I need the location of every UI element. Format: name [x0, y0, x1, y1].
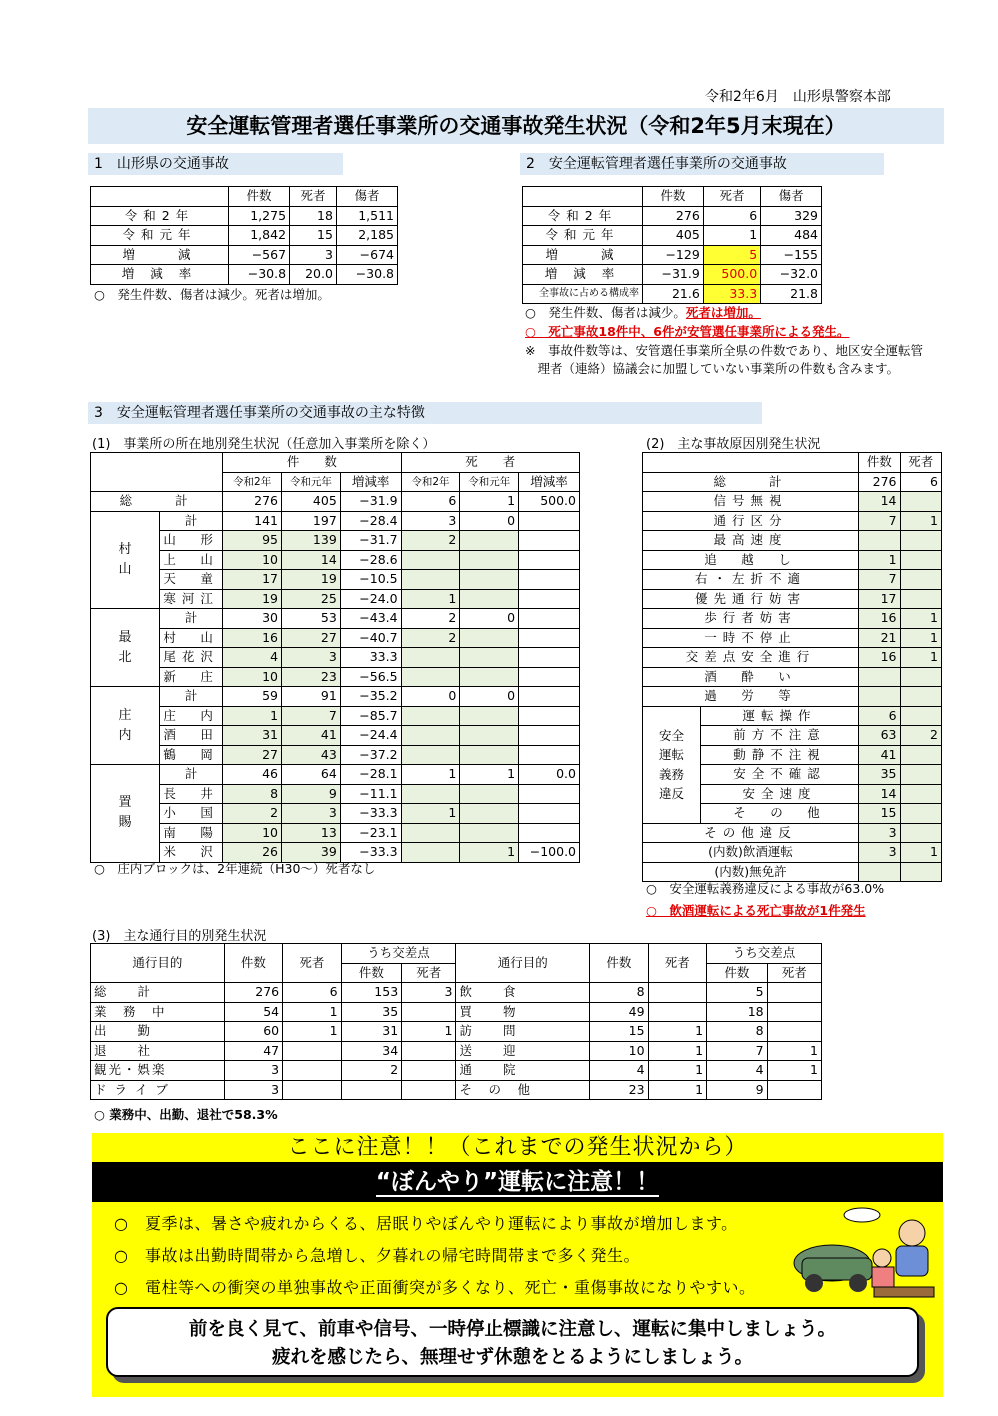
table-row: 動静不注視 41 [643, 745, 942, 765]
t1-title: (1) 事業所の所在地別発生状況（任意加入事業所を除く） [92, 437, 436, 452]
purpose-table: 通行目的 件数 死者 うち交差点 通行目的 件数 死者 うち交差点 件数 死者 件数 死者 総 計 276 6 153 3 飲 食 8 5 業 務 中 54 1 35 買 物 49 18 出 勤 60 1 31 1 訪 問 15 1 8 退 社 47 34 送 迎 10 1 7 1 観光・娯楽 3 2 通 院 4 1 4 1 ド ラ イ ブ 3 そ の 他 23 1 9 [90, 943, 822, 1100]
t1-note: ○ 庄内ブロックは、2年連続（H30〜）死者なし [94, 861, 376, 876]
table-row: 総 計 276 6 153 3 飲 食 8 5 [91, 983, 822, 1003]
table-row: 最 北 計 30 53 −43.4 2 0 [91, 609, 580, 629]
table-row: 南 陽 10 13 −23.1 [91, 823, 580, 843]
table-row: 業 務 中 54 1 35 買 物 49 18 [91, 1002, 822, 1022]
sec2-note2: ○ 死亡事故18件中、6件が安管選任事業所による発生。 [525, 324, 850, 339]
table-row: 一時不停止 21 1 [643, 628, 942, 648]
table-row: 庄 内 計 59 91 −35.2 0 0 [91, 687, 580, 707]
table-row: 上 山 10 14 −28.6 [91, 550, 580, 570]
table-row: 安全 運転 義務 違反 運転操作 6 [643, 706, 942, 726]
warning-line-3: ○ 電柱等への衝突の単独事故や正面衝突が多くなり、死亡・重傷事故になりやすい。 [114, 1278, 756, 1297]
table-row: 歩行者妨害 16 1 [643, 609, 942, 629]
table-row: 増 減 −129 5 −155 [523, 245, 822, 265]
warning-subtitle: “ぼんやり”運転に注意！！ [92, 1162, 943, 1202]
table-row: 優先通行妨害 17 [643, 589, 942, 609]
table-row: 安全不確認 35 [643, 765, 942, 785]
warning-title: ここに注意！！（これまでの発生状況から） [287, 1135, 748, 1160]
table-row: 過 労 等 [643, 687, 942, 707]
table-row: 令和2年 1,275 18 1,511 [91, 206, 398, 226]
sec2-note1: ○ 発生件数、傷者は減少。死者は増加。 [525, 305, 761, 320]
sec1-note: ○ 発生件数、傷者は減少。死者は増加。 [94, 287, 330, 302]
table-row: 信号無視 14 [643, 492, 942, 512]
table-row: 令和元年 1,842 15 2,185 [91, 226, 398, 246]
table-row: 安全速度 14 [643, 784, 942, 804]
table-row: (内数)飲酒運転 3 1 [643, 843, 942, 863]
table-row: 出 勤 60 1 31 1 訪 問 15 1 8 [91, 1022, 822, 1042]
table-row: 酒 酔 い [643, 667, 942, 687]
t2-note2: ○ 飲酒運転による死亡事故が1件発生 [646, 903, 866, 918]
table-row: 長 井 8 9 −11.1 [91, 784, 580, 804]
table-row: 総 計 276 6 [643, 472, 942, 492]
table-row: 令和2年 276 6 329 [523, 206, 822, 226]
table-row: (内数)無免許 [643, 862, 942, 882]
table-row: 寒河江 19 25 −24.0 1 [91, 589, 580, 609]
table-row: 追 越 し 1 [643, 550, 942, 570]
sec1-table: 件数 死者 傷者 令和2年 1,275 18 1,511 令和元年 1,842 15 2,185 増 減 −567 3 −674 増 減 率 −30.8 20.0 −30.8 [90, 186, 398, 285]
table-row: 観光・娯楽 3 2 通 院 4 1 4 1 [91, 1061, 822, 1081]
table-row: 小 国 2 3 −33.3 1 [91, 804, 580, 824]
table-row: 増 減 率 −30.8 20.0 −30.8 [91, 265, 398, 285]
table-row: 鶴 岡 27 43 −37.2 [91, 745, 580, 765]
table-row: 令和元年 405 1 484 [523, 226, 822, 246]
table-row: 村 山 16 27 −40.7 2 [91, 628, 580, 648]
table-row: 酒 田 31 41 −24.4 [91, 726, 580, 746]
table-row: 前方不注意 63 2 [643, 726, 942, 746]
sec2-table: 件数 死者 傷者 令和2年 276 6 329 令和元年 405 1 484 増 減 −129 5 −155 増 減 率 −31.9 500.0 −32.0 全事故に占める構成率 21.6 33.3 21.8 [522, 186, 822, 304]
table-row: 山 形 95 139 −31.7 2 [91, 531, 580, 551]
warning-line-1: ○ 夏季は、暑さや疲れからくる、居眠りやぼんやり運転により事故が増加します。 [114, 1214, 738, 1233]
table-row: 米 沢 26 39 −33.3 1 −100.0 [91, 843, 580, 863]
table-row: 新 庄 10 23 −56.5 [91, 667, 580, 687]
location-table: 件 数 死 者 令和2年 令和元年 増減率 令和2年 令和元年 増減率 総 計 276 405 −31.9 6 1 500.0 村 山 計 141 197 −28.4 3 0 山 形 95 139 −31.7 2 上 山 10 14 −28.6 天 童 17 19 −10.5 寒河江 19 25 −24.0 1 最 北 計 30 53 −43.4 2 0 村 山 16 27 −40.7 2 尾花沢 4 3 33.3 新 庄 10 23 −56.5 庄 内 計 59 91 −35.2 0 0 庄 内 1 7 −85.7 酒 田 31 41 −24.4 鶴 岡 27 43 −37.2 置 賜 計 46 64 −28.1 1 1 0.0 長 井 8 9 −11.1 小 国 2 3 −33.3 1 南 陽 10 13 −23.1 米 沢 26 39 −33.3 1 −100.0 [90, 452, 580, 863]
section3-title: 3 安全運転管理者選任事業所の交通事故の主な特徴 [88, 402, 762, 424]
table-row: 総 計 276 405 −31.9 6 1 500.0 [91, 492, 580, 512]
table-row: 庄 内 1 7 −85.7 [91, 706, 580, 726]
table-row: 増 減 −567 3 −674 [91, 245, 398, 265]
table-row: 置 賜 計 46 64 −28.1 1 1 0.0 [91, 765, 580, 785]
t2-title: (2) 主な事故原因別発生状況 [646, 437, 821, 452]
table-row: ド ラ イ ブ 3 そ の 他 23 1 9 [91, 1080, 822, 1100]
table-row: 交差点安全進行 16 1 [643, 648, 942, 668]
t3-title: (3) 主な通行目的別発生状況 [92, 929, 267, 944]
page-title: 安全運転管理者選任事業所の交通事故発生状況（令和2年5月末現在） [88, 108, 944, 144]
table-row: 全事故に占める構成率 21.6 33.3 21.8 [523, 284, 822, 304]
cause-table: 件数 死者 総 計 276 6 信号無視 14 通行区分 7 1 最高速度 追 越 し 1 右・左折不適 7 優先通行妨害 17 歩行者妨害 16 1 一時不停止 21 1 交差点安全進行 16 1 酒 酔 い 過 労 等 安全 運転 義務 違反 運転操作 6 前方不注意 63 2 動静不注視 41 安全不確認 35 安全速度 14 そ の 他 15 その他違反 3 (内数)飲酒運転 3 1 (内数)無免許 [642, 452, 942, 882]
table-row: そ の 他 15 [643, 804, 942, 824]
warning-line-2: ○ 事故は出勤時間帯から急増し、夕暮れの帰宅時間帯まで多く発生。 [114, 1246, 640, 1265]
t2-note1: ○ 安全運転義務違反による事故が63.0% [646, 881, 885, 896]
table-row: 右・左折不適 7 [643, 570, 942, 590]
table-row: 退 社 47 34 送 迎 10 1 7 1 [91, 1041, 822, 1061]
sec2-note3: ※ 事故件数等は、安管選任事業所全県の件数であり、地区安全運転管理者（連絡）協議会に加盟していない事業所の件数も含みます。 [525, 343, 923, 376]
section1-title: 1 山形県の交通事故 [88, 153, 343, 175]
table-row: 増 減 率 −31.9 500.0 −32.0 [523, 265, 822, 285]
table-row: 最高速度 [643, 531, 942, 551]
section2-title: 2 安全運転管理者選任事業所の交通事故 [520, 153, 884, 175]
warning-message: 前を良く見て、前車や信号、一時停止標識に注意し、運転に集中しましょう。 疲れを感じたら、無理せず休憩をとるようにしましょう。 [106, 1307, 919, 1377]
table-row: 通行区分 7 1 [643, 511, 942, 531]
date-org: 令和2年6月 山形県警察本部 [705, 89, 891, 105]
table-row: 村 山 計 141 197 −28.4 3 0 [91, 511, 580, 531]
table-row: 尾花沢 4 3 33.3 [91, 648, 580, 668]
table-row: その他違反 3 [643, 823, 942, 843]
warning-box [92, 1133, 943, 1397]
drowsy-driver-illustration [792, 1203, 940, 1303]
t3-note: ○ 業務中、出勤、退社で58.3% [94, 1107, 278, 1122]
table-row: 天 童 17 19 −10.5 [91, 570, 580, 590]
